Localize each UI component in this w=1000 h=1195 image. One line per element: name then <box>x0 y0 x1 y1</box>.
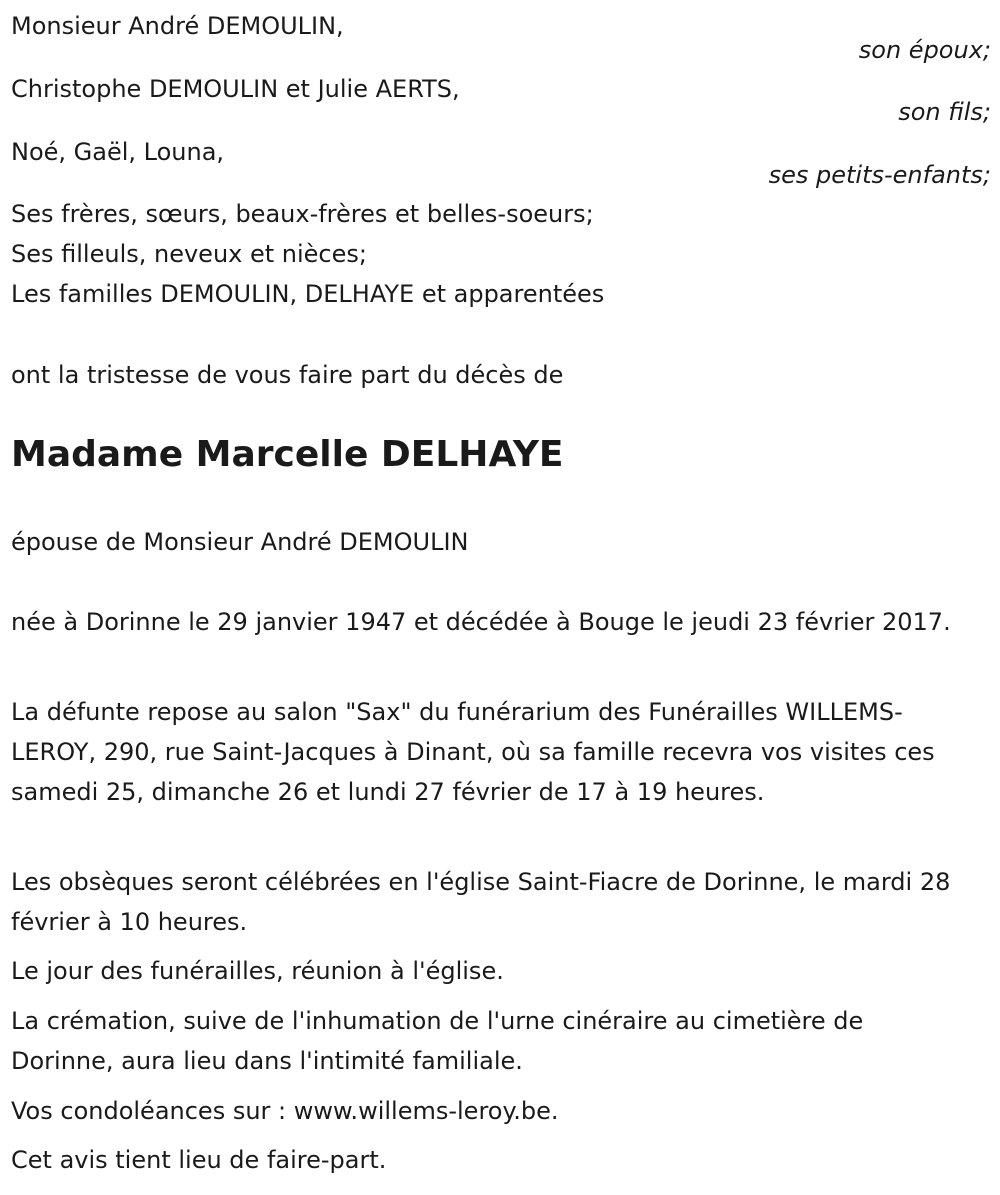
mourner-relation-son: son fils; <box>898 98 991 126</box>
condolences-paragraph: Vos condoléances sur : www.willems-leroy.be. <box>11 1097 559 1125</box>
visitation-paragraph: La défunte repose au salon "Sax" du funérarium des Funérailles WILLEMS-LEROY, 290, rue Saint-Jacques à Dinant, où sa famille recevra vos visites ces samedi 25, dimanche 26 et lundi 27 février de 17 à 19 heures. <box>11 698 935 806</box>
cremation-paragraph: La crémation, suive de l'inhumation de l'urne cinéraire au cimetière de Dorinne, aura lieu dans l'intimité familiale. <box>11 1007 864 1075</box>
mourner-relation-grandchildren: ses petits-enfants; <box>768 161 991 189</box>
family-line-godchildren: Ses filleuls, neveux et nièces; <box>11 240 367 268</box>
family-line-siblings: Ses frères, sœurs, beaux-frères et belles-soeurs; <box>11 200 594 228</box>
announcement-text: ont la tristesse de vous faire part du décès de <box>11 361 564 389</box>
mourner-name-grandchildren: Noé, Gaël, Louna, <box>11 138 225 166</box>
mourner-name-spouse: Monsieur André DEMOULIN, <box>11 12 344 40</box>
spouse-line: épouse de Monsieur André DEMOULIN <box>11 528 469 556</box>
family-line-families: Les familles DEMOULIN, DELHAYE et apparentées <box>11 280 605 308</box>
birth-death-paragraph: née à Dorinne le 29 janvier 1947 et décédée à Bouge le jeudi 23 février 2017. <box>11 608 951 636</box>
meeting-paragraph: Le jour des funérailles, réunion à l'église. <box>11 957 504 985</box>
mourner-name-son: Christophe DEMOULIN et Julie AERTS, <box>11 75 460 103</box>
mourner-relation-spouse: son époux; <box>858 36 991 64</box>
deceased-name: Madame Marcelle DELHAYE <box>11 434 564 475</box>
notice-paragraph: Cet avis tient lieu de faire-part. <box>11 1146 387 1174</box>
funeral-paragraph: Les obsèques seront célébrées en l'église Saint-Fiacre de Dorinne, le mardi 28 février à 10 heures. <box>11 868 951 936</box>
